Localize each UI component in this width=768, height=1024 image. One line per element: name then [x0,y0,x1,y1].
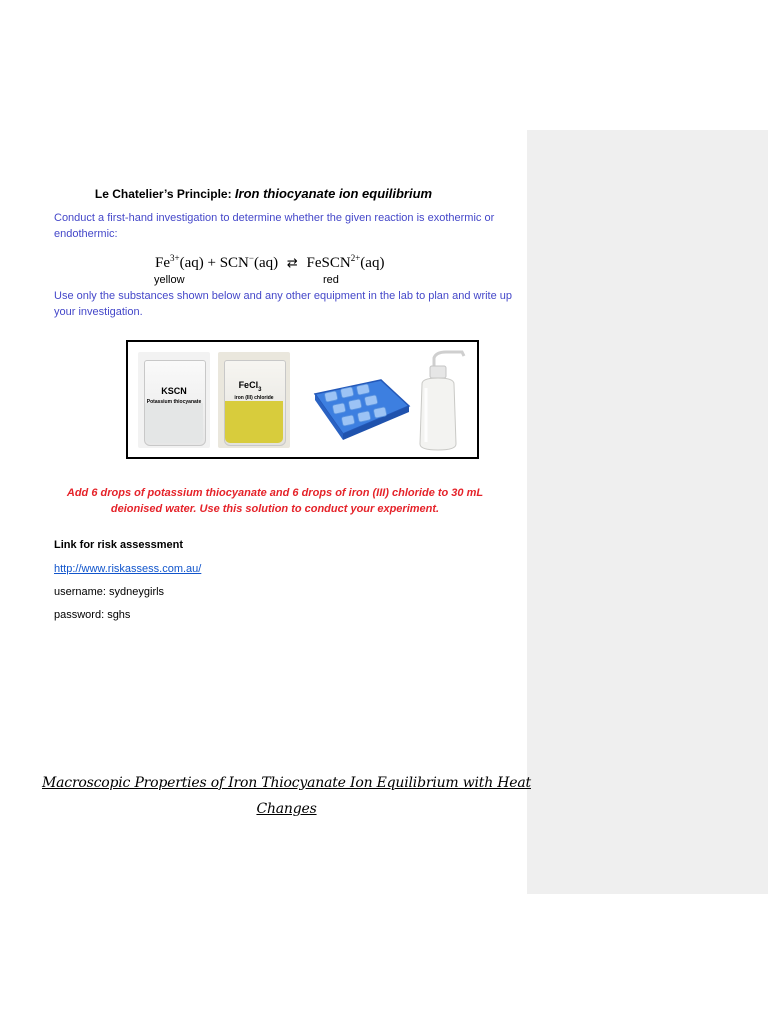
fecl3-label-subscript: 3 [258,386,262,393]
reactant-fe-charge: 3+ [170,253,180,263]
title-main: Iron thiocyanate ion equilibrium [234,186,433,201]
title-prefix: Le Chatelier’s Principle: [94,187,235,201]
fecl3-sublabel: iron (III) chloride [234,395,274,401]
section-heading: Macroscopic Properties of Iron Thiocyanate Ion Equilibrium with Heat Changes [42,775,531,817]
kscn-sublabel: Potassium thiocyanate [146,399,202,405]
password-text: password: sghs [54,609,131,621]
kscn-beaker-image [138,352,210,448]
product-charge: 2+ [350,253,361,263]
reactant-scn-charge: − [248,253,254,263]
intro-paragraph: Conduct a first-hand investigation to determine whether the given reaction is exothermic or endothermic: [54,212,495,240]
fecl3-label [218,380,286,393]
product-state: (aq) [360,255,385,271]
username-text: username: sydneygirls [54,586,165,598]
kscn-label: KSCN [161,386,187,396]
label-red: red [323,274,339,286]
product-fescn: FeSCN [306,255,351,271]
fecl3-beaker-image [218,352,290,448]
chemical-equation [155,253,384,272]
ice-tray-icon [311,372,411,440]
label-yellow: yellow [154,274,185,286]
beaker-liquid [145,403,203,443]
page-title [0,186,527,201]
procedure-instruction: Add 6 drops of potassium thiocyanate and 6 drops of iron (III) chloride to 30 mL deionised water. Use this solution to conduct your experiment. [66,487,484,515]
reactant-fe-state: (aq) [179,255,204,271]
reactant-scn-state: (aq) [253,255,279,271]
wash-bottle-icon [412,348,468,452]
fecl3-label-text: FeCl [238,380,259,390]
risk-assessment-link[interactable]: http://www.riskassess.com.au/ [54,563,202,575]
equilibrium-arrows-icon: ⇄ [286,256,298,271]
reactant-scn: SCN [219,255,249,271]
risk-assessment-heading: Link for risk assessment [54,539,184,551]
comment-pane [527,130,768,894]
plus-sign: + [207,255,216,271]
reactant-fe: Fe [155,255,170,271]
beaker-liquid [225,401,283,443]
instructions-paragraph: Use only the substances shown below and any other equipment in the lab to plan and write up your investigation. [54,290,513,318]
substances-figure [126,340,479,459]
